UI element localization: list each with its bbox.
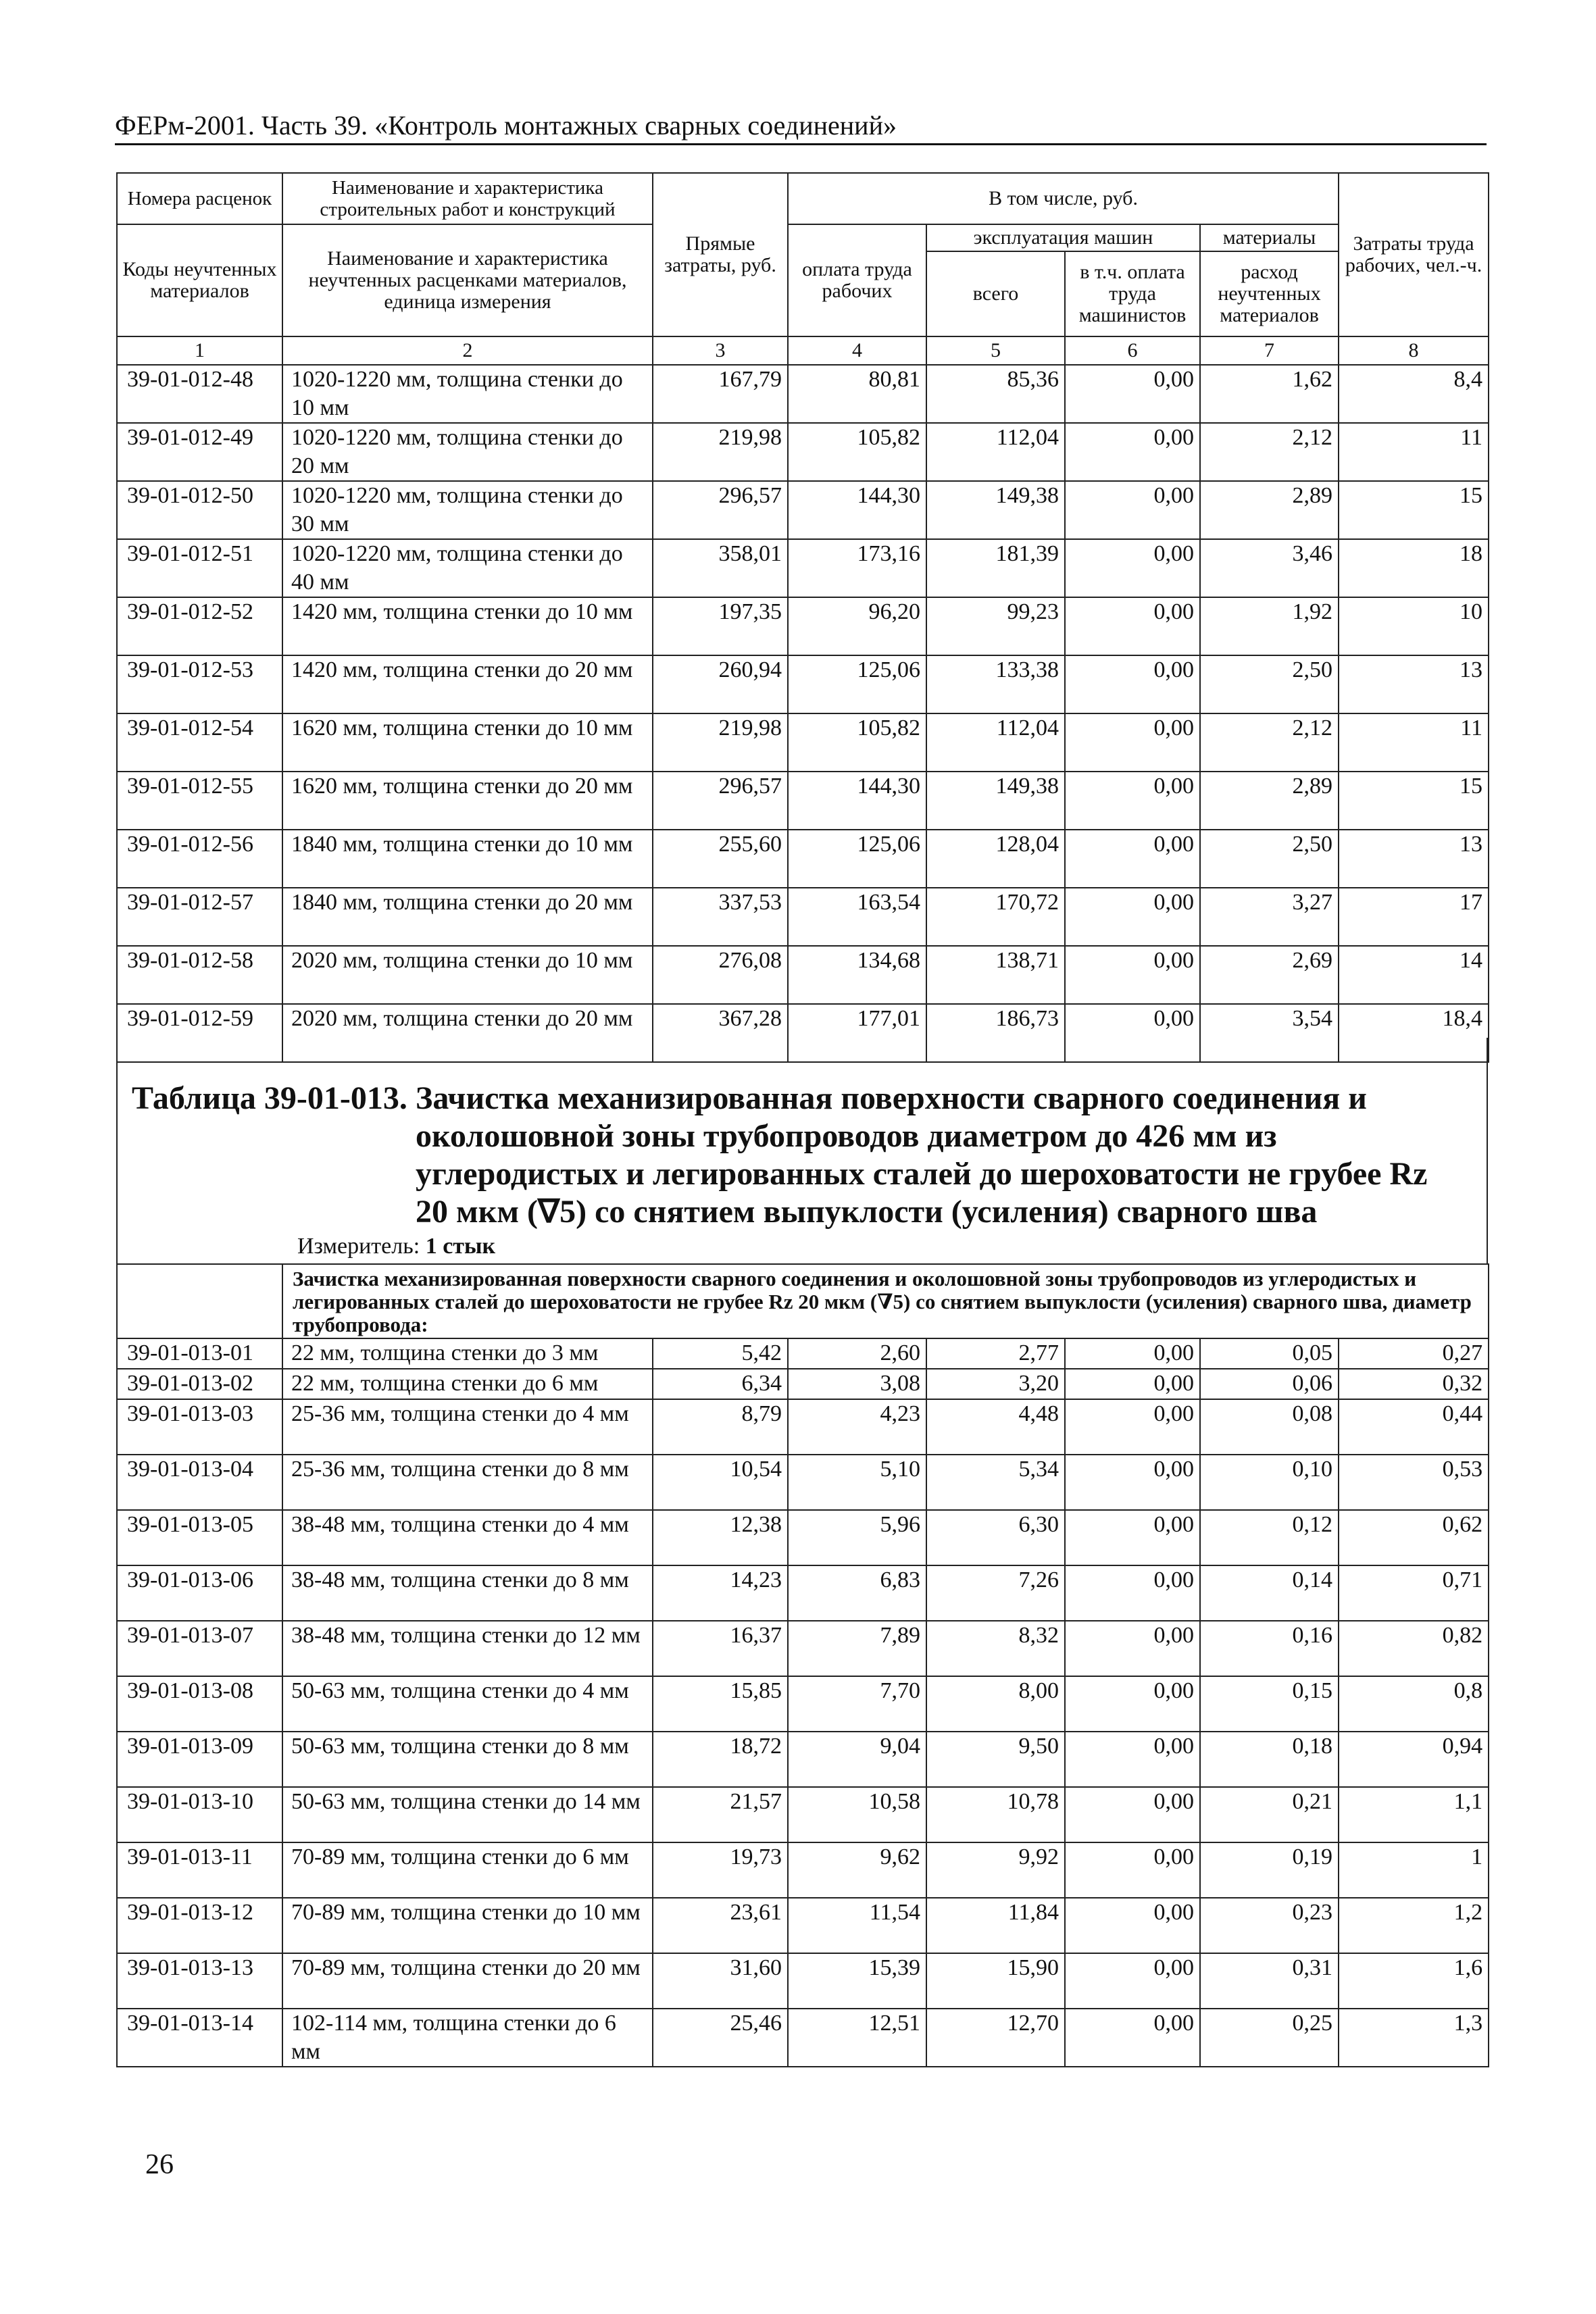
labor-hours: 1 bbox=[1339, 1842, 1489, 1898]
operator-pay: 0,00 bbox=[1065, 365, 1200, 423]
material-costs: 2,50 bbox=[1200, 830, 1339, 888]
worker-pay: 96,20 bbox=[788, 597, 926, 655]
material-costs: 2,69 bbox=[1200, 946, 1339, 1004]
column-number: 6 bbox=[1065, 336, 1200, 365]
direct-costs: 6,34 bbox=[653, 1369, 788, 1399]
operator-pay: 0,00 bbox=[1065, 481, 1200, 539]
rate-code: 39-01-013-08 bbox=[117, 1676, 282, 1732]
material-costs: 2,89 bbox=[1200, 481, 1339, 539]
labor-hours: 1,6 bbox=[1339, 1953, 1489, 2009]
meter-label: Измеритель: bbox=[297, 1234, 420, 1259]
material-costs: 0,19 bbox=[1200, 1842, 1339, 1898]
header-worker-pay: оплата труда рабочих bbox=[788, 224, 926, 336]
machine-costs: 10,78 bbox=[926, 1787, 1065, 1842]
material-costs: 0,05 bbox=[1200, 1338, 1339, 1369]
worker-pay: 4,23 bbox=[788, 1399, 926, 1455]
operator-pay: 0,00 bbox=[1065, 1898, 1200, 1953]
labor-hours: 17 bbox=[1339, 888, 1489, 946]
operator-pay: 0,00 bbox=[1065, 655, 1200, 713]
material-costs: 0,23 bbox=[1200, 1898, 1339, 1953]
material-costs: 1,62 bbox=[1200, 365, 1339, 423]
worker-pay: 163,54 bbox=[788, 888, 926, 946]
rate-code: 39-01-013-09 bbox=[117, 1732, 282, 1787]
worker-pay: 125,06 bbox=[788, 655, 926, 713]
labor-hours: 0,44 bbox=[1339, 1399, 1489, 1455]
direct-costs: 296,57 bbox=[653, 772, 788, 830]
rate-code: 39-01-013-07 bbox=[117, 1621, 282, 1676]
table-row bbox=[117, 1953, 1489, 2009]
machine-costs: 15,90 bbox=[926, 1953, 1065, 2009]
header-material-consumption: расход неучтенных материалов bbox=[1200, 251, 1339, 336]
direct-costs: 19,73 bbox=[653, 1842, 788, 1898]
machine-costs: 5,34 bbox=[926, 1455, 1065, 1510]
work-description: 2020 мм, толщина стенки до 20 мм bbox=[282, 1004, 653, 1062]
rate-code: 39-01-013-13 bbox=[117, 1953, 282, 2009]
labor-hours: 8,4 bbox=[1339, 365, 1489, 423]
machine-costs: 133,38 bbox=[926, 655, 1065, 713]
work-description: 70-89 мм, толщина стенки до 20 мм bbox=[282, 1953, 653, 2009]
direct-costs: 21,57 bbox=[653, 1787, 788, 1842]
machine-costs: 186,73 bbox=[926, 1004, 1065, 1062]
column-number: 2 bbox=[282, 336, 653, 365]
operator-pay: 0,00 bbox=[1065, 946, 1200, 1004]
work-description: 1020-1220 мм, толщина стенки до 30 мм bbox=[282, 481, 653, 539]
header-material-name: Наименование и характеристика неучтенных расценками материалов, единица измерения bbox=[282, 224, 653, 336]
table-subheader: Зачистка механизированная поверхности сварного соединения и околошовной зоны трубопроводов из углеродистых и легированных сталей до шероховатости не грубее Rz 20 мкм (∇5) со снятием выпуклости (усиления) сварного шва, диаметр трубопровода: bbox=[282, 1264, 1489, 1338]
machine-costs: 8,32 bbox=[926, 1621, 1065, 1676]
table-row bbox=[117, 423, 1489, 481]
operator-pay: 0,00 bbox=[1065, 1787, 1200, 1842]
table-row bbox=[117, 597, 1489, 655]
header-including: В том числе, руб. bbox=[788, 173, 1339, 224]
work-description: 25-36 мм, толщина стенки до 4 мм bbox=[282, 1399, 653, 1455]
operator-pay: 0,00 bbox=[1065, 1732, 1200, 1787]
operator-pay: 0,00 bbox=[1065, 1338, 1200, 1369]
operator-pay: 0,00 bbox=[1065, 888, 1200, 946]
worker-pay: 177,01 bbox=[788, 1004, 926, 1062]
material-costs: 3,54 bbox=[1200, 1004, 1339, 1062]
work-description: 50-63 мм, толщина стенки до 4 мм bbox=[282, 1676, 653, 1732]
column-number: 5 bbox=[926, 336, 1065, 365]
labor-hours: 1,3 bbox=[1339, 2009, 1489, 2067]
header-material-codes: Коды неучтенных материалов bbox=[117, 224, 282, 336]
material-costs: 0,10 bbox=[1200, 1455, 1339, 1510]
rate-code: 39-01-012-52 bbox=[117, 597, 282, 655]
rate-code: 39-01-013-10 bbox=[117, 1787, 282, 1842]
table-title-line: углеродистых и легированных сталей до шероховатости не грубее Rz bbox=[416, 1156, 1428, 1192]
column-number: 3 bbox=[653, 336, 788, 365]
table-row bbox=[117, 1399, 1489, 1455]
labor-hours: 11 bbox=[1339, 423, 1489, 481]
rate-code: 39-01-012-50 bbox=[117, 481, 282, 539]
table-row bbox=[117, 888, 1489, 946]
rate-code: 39-01-013-11 bbox=[117, 1842, 282, 1898]
column-number: 7 bbox=[1200, 336, 1339, 365]
machine-costs: 112,04 bbox=[926, 713, 1065, 772]
page-number: 26 bbox=[145, 2149, 174, 2180]
direct-costs: 276,08 bbox=[653, 946, 788, 1004]
rate-code: 39-01-013-14 bbox=[117, 2009, 282, 2067]
meter-value: 1 стык bbox=[425, 1234, 496, 1259]
rate-code: 39-01-013-12 bbox=[117, 1898, 282, 1953]
machine-costs: 12,70 bbox=[926, 2009, 1065, 2067]
worker-pay: 173,16 bbox=[788, 539, 926, 597]
machine-costs: 4,48 bbox=[926, 1399, 1065, 1455]
direct-costs: 15,85 bbox=[653, 1676, 788, 1732]
operator-pay: 0,00 bbox=[1065, 1510, 1200, 1565]
worker-pay: 7,89 bbox=[788, 1621, 926, 1676]
worker-pay: 5,96 bbox=[788, 1510, 926, 1565]
table-title-line: Зачистка механизированная поверхности сварного соединения и bbox=[416, 1080, 1367, 1116]
rate-code: 39-01-012-49 bbox=[117, 423, 282, 481]
material-costs: 1,92 bbox=[1200, 597, 1339, 655]
work-description: 1420 мм, толщина стенки до 20 мм bbox=[282, 655, 653, 713]
header-work-name: Наименование и характеристика строительных работ и конструкций bbox=[282, 173, 653, 224]
material-costs: 0,18 bbox=[1200, 1732, 1339, 1787]
machine-costs: 8,00 bbox=[926, 1676, 1065, 1732]
labor-hours: 15 bbox=[1339, 772, 1489, 830]
direct-costs: 260,94 bbox=[653, 655, 788, 713]
material-costs: 0,14 bbox=[1200, 1565, 1339, 1621]
direct-costs: 25,46 bbox=[653, 2009, 788, 2067]
table-row bbox=[117, 1898, 1489, 1953]
direct-costs: 219,98 bbox=[653, 423, 788, 481]
worker-pay: 6,83 bbox=[788, 1565, 926, 1621]
work-description: 1840 мм, толщина стенки до 10 мм bbox=[282, 830, 653, 888]
machine-costs: 9,92 bbox=[926, 1842, 1065, 1898]
direct-costs: 296,57 bbox=[653, 481, 788, 539]
table-row bbox=[117, 1338, 1489, 1369]
rate-code: 39-01-012-59 bbox=[117, 1004, 282, 1062]
table-row bbox=[117, 539, 1489, 597]
machine-costs: 181,39 bbox=[926, 539, 1065, 597]
worker-pay: 7,70 bbox=[788, 1676, 926, 1732]
table-title-line: околошовной зоны трубопроводов диаметром до 426 мм из bbox=[416, 1118, 1277, 1154]
worker-pay: 2,60 bbox=[788, 1338, 926, 1369]
machine-costs: 85,36 bbox=[926, 365, 1065, 423]
work-description: 70-89 мм, толщина стенки до 6 мм bbox=[282, 1842, 653, 1898]
work-description: 38-48 мм, толщина стенки до 12 мм bbox=[282, 1621, 653, 1676]
work-description: 1620 мм, толщина стенки до 20 мм bbox=[282, 772, 653, 830]
header-machines-total: всего bbox=[926, 251, 1065, 336]
operator-pay: 0,00 bbox=[1065, 597, 1200, 655]
work-description: 1020-1220 мм, толщина стенки до 40 мм bbox=[282, 539, 653, 597]
labor-hours: 13 bbox=[1339, 830, 1489, 888]
rate-code: 39-01-013-01 bbox=[117, 1338, 282, 1369]
operator-pay: 0,00 bbox=[1065, 1953, 1200, 2009]
header-labor-hours: Затраты труда рабочих, чел.-ч. bbox=[1339, 173, 1489, 336]
direct-costs: 167,79 bbox=[653, 365, 788, 423]
material-costs: 0,31 bbox=[1200, 1953, 1339, 2009]
rate-code: 39-01-013-05 bbox=[117, 1510, 282, 1565]
table-row bbox=[117, 1732, 1489, 1787]
machine-costs: 11,84 bbox=[926, 1898, 1065, 1953]
worker-pay: 3,08 bbox=[788, 1369, 926, 1399]
work-description: 38-48 мм, толщина стенки до 8 мм bbox=[282, 1565, 653, 1621]
work-description: 1840 мм, толщина стенки до 20 мм bbox=[282, 888, 653, 946]
labor-hours: 13 bbox=[1339, 655, 1489, 713]
measurement-unit bbox=[297, 1233, 495, 1260]
worker-pay: 5,10 bbox=[788, 1455, 926, 1510]
worker-pay: 12,51 bbox=[788, 2009, 926, 2067]
labor-hours: 0,62 bbox=[1339, 1510, 1489, 1565]
labor-hours: 15 bbox=[1339, 481, 1489, 539]
material-costs: 2,89 bbox=[1200, 772, 1339, 830]
operator-pay: 0,00 bbox=[1065, 830, 1200, 888]
rate-code: 39-01-012-56 bbox=[117, 830, 282, 888]
material-costs: 0,25 bbox=[1200, 2009, 1339, 2067]
rate-code: 39-01-013-02 bbox=[117, 1369, 282, 1399]
labor-hours: 18,4 bbox=[1339, 1004, 1489, 1062]
column-number: 1 bbox=[117, 336, 282, 365]
material-costs: 2,12 bbox=[1200, 713, 1339, 772]
direct-costs: 337,53 bbox=[653, 888, 788, 946]
rate-code: 39-01-013-06 bbox=[117, 1565, 282, 1621]
labor-hours: 0,27 bbox=[1339, 1338, 1489, 1369]
rate-code: 39-01-012-48 bbox=[117, 365, 282, 423]
labor-hours: 1,2 bbox=[1339, 1898, 1489, 1953]
rate-code: 39-01-012-53 bbox=[117, 655, 282, 713]
work-description: 1020-1220 мм, толщина стенки до 10 мм bbox=[282, 365, 653, 423]
page-header: ФЕРм-2001. Часть 39. «Контроль монтажных сварных соединений» bbox=[115, 108, 1487, 145]
rate-code: 39-01-013-03 bbox=[117, 1399, 282, 1455]
machine-costs: 149,38 bbox=[926, 481, 1065, 539]
table-number: Таблица 39-01-013. bbox=[132, 1080, 407, 1116]
table-row bbox=[117, 1369, 1489, 1399]
table-row bbox=[117, 772, 1489, 830]
direct-costs: 367,28 bbox=[653, 1004, 788, 1062]
worker-pay: 9,62 bbox=[788, 1842, 926, 1898]
table-row bbox=[117, 365, 1489, 423]
operator-pay: 0,00 bbox=[1065, 1369, 1200, 1399]
table-row bbox=[117, 1565, 1489, 1621]
labor-hours: 0,32 bbox=[1339, 1369, 1489, 1399]
table-row bbox=[117, 1510, 1489, 1565]
table-row bbox=[117, 830, 1489, 888]
machine-costs: 149,38 bbox=[926, 772, 1065, 830]
machine-costs: 128,04 bbox=[926, 830, 1065, 888]
rate-code: 39-01-012-58 bbox=[117, 946, 282, 1004]
worker-pay: 105,82 bbox=[788, 713, 926, 772]
header-rate-numbers: Номера расценок bbox=[117, 173, 282, 224]
table-row bbox=[117, 1621, 1489, 1676]
operator-pay: 0,00 bbox=[1065, 713, 1200, 772]
direct-costs: 358,01 bbox=[653, 539, 788, 597]
material-costs: 3,46 bbox=[1200, 539, 1339, 597]
material-costs: 2,50 bbox=[1200, 655, 1339, 713]
operator-pay: 0,00 bbox=[1065, 1455, 1200, 1510]
direct-costs: 31,60 bbox=[653, 1953, 788, 2009]
direct-costs: 5,42 bbox=[653, 1338, 788, 1369]
table-row bbox=[117, 481, 1489, 539]
worker-pay: 134,68 bbox=[788, 946, 926, 1004]
direct-costs: 18,72 bbox=[653, 1732, 788, 1787]
labor-hours: 14 bbox=[1339, 946, 1489, 1004]
labor-hours: 0,8 bbox=[1339, 1676, 1489, 1732]
operator-pay: 0,00 bbox=[1065, 1399, 1200, 1455]
operator-pay: 0,00 bbox=[1065, 423, 1200, 481]
work-description: 50-63 мм, толщина стенки до 8 мм bbox=[282, 1732, 653, 1787]
direct-costs: 14,23 bbox=[653, 1565, 788, 1621]
table-row bbox=[117, 1455, 1489, 1510]
labor-hours: 10 bbox=[1339, 597, 1489, 655]
worker-pay: 11,54 bbox=[788, 1898, 926, 1953]
rates-table-39-01-012 bbox=[116, 172, 1489, 1063]
material-costs: 0,12 bbox=[1200, 1510, 1339, 1565]
header-direct-costs: Прямые затраты, руб. bbox=[653, 173, 788, 336]
direct-costs: 16,37 bbox=[653, 1621, 788, 1676]
direct-costs: 10,54 bbox=[653, 1455, 788, 1510]
table-row bbox=[117, 1787, 1489, 1842]
worker-pay: 15,39 bbox=[788, 1953, 926, 2009]
operator-pay: 0,00 bbox=[1065, 1621, 1200, 1676]
table-row bbox=[117, 1842, 1489, 1898]
work-description: 1420 мм, толщина стенки до 10 мм bbox=[282, 597, 653, 655]
worker-pay: 144,30 bbox=[788, 772, 926, 830]
machine-costs: 138,71 bbox=[926, 946, 1065, 1004]
material-costs: 0,16 bbox=[1200, 1621, 1339, 1676]
work-description: 22 мм, толщина стенки до 3 мм bbox=[282, 1338, 653, 1369]
material-costs: 2,12 bbox=[1200, 423, 1339, 481]
operator-pay: 0,00 bbox=[1065, 1842, 1200, 1898]
labor-hours: 0,82 bbox=[1339, 1621, 1489, 1676]
material-costs: 0,08 bbox=[1200, 1399, 1339, 1455]
table-title-line: 20 мкм (∇5) со снятием выпуклости (усиления) сварного шва bbox=[416, 1194, 1318, 1230]
header-materials: материалы bbox=[1200, 224, 1339, 251]
material-costs: 0,15 bbox=[1200, 1676, 1339, 1732]
rate-code: 39-01-013-04 bbox=[117, 1455, 282, 1510]
machine-costs: 2,77 bbox=[926, 1338, 1065, 1369]
material-costs: 0,06 bbox=[1200, 1369, 1339, 1399]
table-row bbox=[117, 655, 1489, 713]
direct-costs: 8,79 bbox=[653, 1399, 788, 1455]
operator-pay: 0,00 bbox=[1065, 1004, 1200, 1062]
direct-costs: 197,35 bbox=[653, 597, 788, 655]
column-number: 8 bbox=[1339, 336, 1489, 365]
worker-pay: 105,82 bbox=[788, 423, 926, 481]
machine-costs: 6,30 bbox=[926, 1510, 1065, 1565]
work-description: 1020-1220 мм, толщина стенки до 20 мм bbox=[282, 423, 653, 481]
subheader-empty-cell bbox=[117, 1264, 282, 1338]
header-machine-operation: эксплуатация машин bbox=[926, 224, 1200, 251]
labor-hours: 11 bbox=[1339, 713, 1489, 772]
operator-pay: 0,00 bbox=[1065, 1676, 1200, 1732]
worker-pay: 125,06 bbox=[788, 830, 926, 888]
machine-costs: 7,26 bbox=[926, 1565, 1065, 1621]
machine-costs: 170,72 bbox=[926, 888, 1065, 946]
worker-pay: 80,81 bbox=[788, 365, 926, 423]
rates-table-39-01-013 bbox=[116, 1263, 1489, 2067]
material-costs: 3,27 bbox=[1200, 888, 1339, 946]
material-costs: 0,21 bbox=[1200, 1787, 1339, 1842]
machine-costs: 3,20 bbox=[926, 1369, 1065, 1399]
work-description: 22 мм, толщина стенки до 6 мм bbox=[282, 1369, 653, 1399]
rate-code: 39-01-012-57 bbox=[117, 888, 282, 946]
labor-hours: 0,53 bbox=[1339, 1455, 1489, 1510]
operator-pay: 0,00 bbox=[1065, 539, 1200, 597]
worker-pay: 10,58 bbox=[788, 1787, 926, 1842]
column-number: 4 bbox=[788, 336, 926, 365]
machine-costs: 9,50 bbox=[926, 1732, 1065, 1787]
labor-hours: 0,71 bbox=[1339, 1565, 1489, 1621]
rate-code: 39-01-012-54 bbox=[117, 713, 282, 772]
table-row bbox=[117, 2009, 1489, 2067]
direct-costs: 23,61 bbox=[653, 1898, 788, 1953]
work-description: 38-48 мм, толщина стенки до 4 мм bbox=[282, 1510, 653, 1565]
work-description: 50-63 мм, толщина стенки до 14 мм bbox=[282, 1787, 653, 1842]
machine-costs: 99,23 bbox=[926, 597, 1065, 655]
table-row bbox=[117, 946, 1489, 1004]
direct-costs: 12,38 bbox=[653, 1510, 788, 1565]
machine-costs: 112,04 bbox=[926, 423, 1065, 481]
work-description: 70-89 мм, толщина стенки до 10 мм bbox=[282, 1898, 653, 1953]
direct-costs: 255,60 bbox=[653, 830, 788, 888]
table-row bbox=[117, 713, 1489, 772]
header-operators-pay: в т.ч. оплата труда машинистов bbox=[1065, 251, 1200, 336]
table-title bbox=[132, 1080, 1470, 1231]
labor-hours: 1,1 bbox=[1339, 1787, 1489, 1842]
labor-hours: 18 bbox=[1339, 539, 1489, 597]
labor-hours: 0,94 bbox=[1339, 1732, 1489, 1787]
operator-pay: 0,00 bbox=[1065, 2009, 1200, 2067]
work-description: 1620 мм, толщина стенки до 10 мм bbox=[282, 713, 653, 772]
worker-pay: 144,30 bbox=[788, 481, 926, 539]
operator-pay: 0,00 bbox=[1065, 1565, 1200, 1621]
work-description: 2020 мм, толщина стенки до 10 мм bbox=[282, 946, 653, 1004]
operator-pay: 0,00 bbox=[1065, 772, 1200, 830]
rate-code: 39-01-012-55 bbox=[117, 772, 282, 830]
work-description: 102-114 мм, толщина стенки до 6 мм bbox=[282, 2009, 653, 2067]
work-description: 25-36 мм, толщина стенки до 8 мм bbox=[282, 1455, 653, 1510]
rate-code: 39-01-012-51 bbox=[117, 539, 282, 597]
table-row bbox=[117, 1676, 1489, 1732]
worker-pay: 9,04 bbox=[788, 1732, 926, 1787]
direct-costs: 219,98 bbox=[653, 713, 788, 772]
